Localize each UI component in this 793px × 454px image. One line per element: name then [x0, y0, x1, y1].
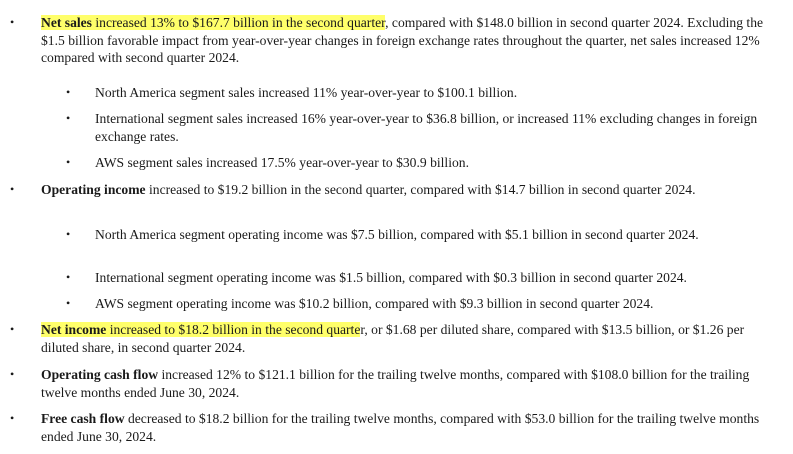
- item-text: North America segment operating income was $7.5 billion, compared with $5.1 billion in second quarter 2024.: [95, 227, 699, 242]
- bullet: •: [66, 111, 71, 125]
- bullet: •: [10, 411, 15, 425]
- body-text: r, or $1.68 per diluted share, compared with $13.5 billion, or $1.26 per diluted share, in second quarter 2024.: [41, 322, 745, 355]
- bullet: •: [66, 296, 71, 310]
- item-text: [41, 410, 781, 445]
- highlighted-text: increased to $18.2 billion in the second quarte: [106, 322, 361, 337]
- item-text: AWS segment sales increased 17.5% year-over-year to $30.9 billion.: [95, 155, 469, 170]
- item-text: [41, 321, 781, 356]
- highlight: [41, 322, 360, 337]
- bullet: •: [10, 15, 15, 29]
- bullet: •: [66, 270, 71, 284]
- item-text: North America segment sales increased 11% year-over-year to $100.1 billion.: [95, 85, 518, 100]
- body-text: increased to $19.2 billion in the second quarter, compared with $14.7 billion in second quarter 2024.: [145, 182, 696, 197]
- item-text: [41, 181, 781, 199]
- bullet: •: [10, 182, 15, 196]
- item-text: AWS segment operating income was $10.2 billion, compared with $9.3 billion in second quarter 2024.: [95, 296, 654, 311]
- item-text: International segment sales increased 16% year-over-year to $36.8 billion, or increased 11% excluding changes in foreign exchange rates.: [95, 111, 758, 144]
- bullet: •: [66, 85, 71, 99]
- highlight: [41, 15, 385, 30]
- body-text: decreased to $18.2 billion for the trailing twelve months, compared with $53.0 billion for the trailing twelve months ended June 30, 2024.: [41, 411, 760, 444]
- bullet: •: [10, 322, 15, 336]
- heading-net-income: Net income: [41, 322, 107, 337]
- heading-operating-cash-flow: Operating cash flow: [41, 367, 159, 382]
- highlighted-text: increased 13% to $167.7 billion in the second quarter: [91, 15, 386, 30]
- heading-operating-income: Operating income: [41, 182, 146, 197]
- body-text: increased 12% to $121.1 billion for the trailing twelve months, compared with $108.0 billion for the trailing twelve months ended June 30, 2024.: [41, 367, 750, 400]
- heading-net-sales: Net sales: [41, 15, 92, 30]
- heading-free-cash-flow: Free cash flow: [41, 411, 125, 426]
- item-text: International segment operating income was $1.5 billion, compared with $0.3 billion in second quarter 2024.: [95, 270, 687, 285]
- bullet: •: [66, 227, 71, 241]
- bullet: •: [66, 155, 71, 169]
- item-text: [41, 14, 781, 67]
- bullet: •: [10, 367, 15, 381]
- item-text: [41, 366, 781, 401]
- body-text: , compared with $148.0 billion in second quarter 2024. Excluding the $1.5 billion favorable impact from year-over-year changes in foreign exchange rates throughout the quarter, net sales increased 12% compared with second quarter 2024.: [41, 15, 764, 65]
